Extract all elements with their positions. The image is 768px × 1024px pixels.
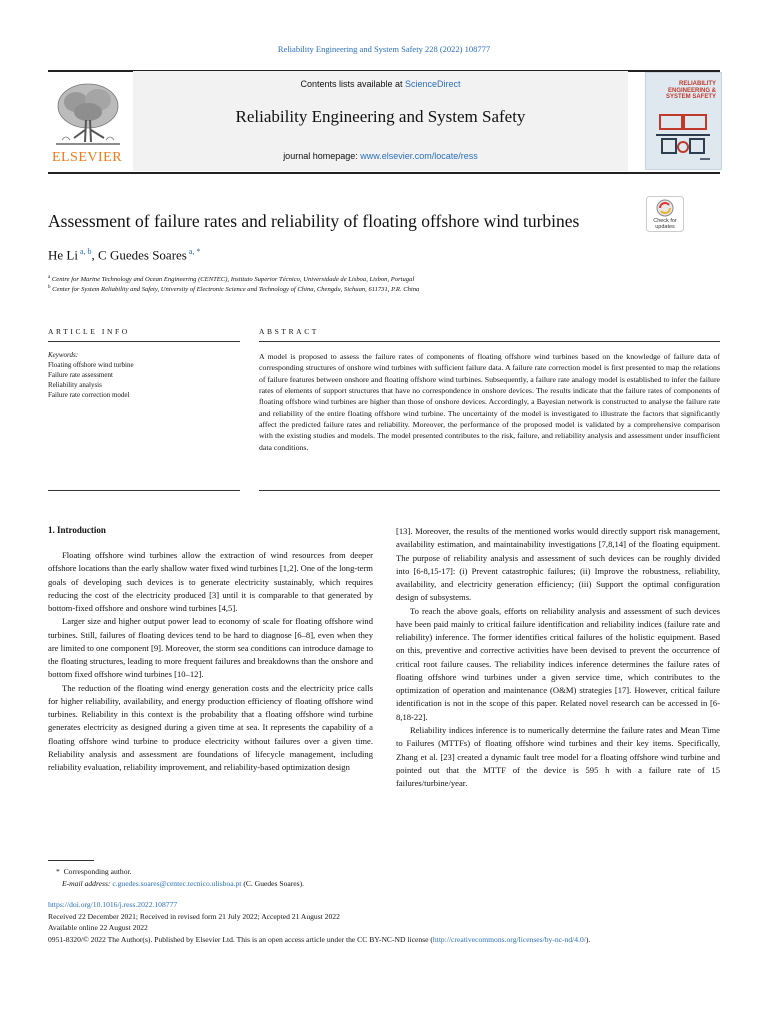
- article-info-label: ARTICLE INFO: [48, 327, 130, 336]
- footnote-rule: [48, 860, 94, 861]
- cover-title: RELIABILITY ENGINEERING & SYSTEM SAFETY: [665, 81, 716, 100]
- corresponding-author-note: * Corresponding author.: [56, 867, 132, 876]
- author-affiliation-marker[interactable]: a, b: [79, 247, 92, 256]
- sciencedirect-link[interactable]: ScienceDirect: [405, 79, 461, 89]
- abstract-rule: [259, 341, 720, 342]
- author-name[interactable]: He Li: [48, 247, 78, 263]
- available-online: Available online 22 August 2022: [48, 923, 148, 933]
- article-info-rule: [48, 341, 240, 342]
- keyword-item: Failure rate correction model: [48, 391, 130, 399]
- elsevier-wordmark: ELSEVIER: [51, 150, 123, 165]
- body-paragraph: Reliability indices inference is to numerically determine the failure rates and Mean Time to Failures (MTTFs) of floating offshore wind turbines and their key items. Specifically, Zhang et al. [23] created a dynamic fault tree model for a floating offshore wind turbine and pointed out that the MTTF of the device is 595 h with a failure rate of 15 failures/turbine/year.: [396, 724, 720, 789]
- abstract-text: A model is proposed to assess the failure rates of components of floating offshore wind turbines based on the knowledge of failure data of corresponding structures of onshore wind turbines with sufficient failure data. A failure rate correction model is first presented to map the relations of failure features between onshore and floating offshore wind turbines. Subsequently, a failure rate analogy model is established to infer the failure rates of elements of support structures that have no correspondence in onshore devices. The results indicate that the failure rates of components of floating offshore wind turbines are higher than those of onshore devices. Accordingly, a Bayesian network is constructed to analyse the failure rate and reliability of the entire floating offshore wind turbine. The uncertainty of the model is investigated to illustrate the factors that significantly affect the predicted failure rates and reliability. Moreover, the performance of the proposed model is validated by a comprehensive comparison with the existing studies and models. The model presented contributes to the risk, failure, and reliability analysis and assessment under insufficient data conditions.: [259, 352, 720, 452]
- affiliation-b: $^b$ Center for System Reliability and Safety, University of Electronic Science and Technology of China, Chengdu, Sichuan, 611731, P.R. China: [48, 285, 420, 294]
- body-paragraph: Floating offshore wind turbines allow the extraction of wind resources from deeper offshore locations than the early shallow water fixed wind turbines [1,2]. One of the long-term goals of developing such devices is to generate electricity sustainably, which requires reducing the cost of the electricity produced [3] until it is comparable to that generated by bottom-fixed offshore and onshore wind turbines [4,5].: [48, 550, 373, 614]
- abstract-bottom-rule: [259, 490, 720, 491]
- journal-title: Reliability Engineering and System Safety: [235, 107, 526, 126]
- doi-link[interactable]: https://doi.org/10.1016/j.ress.2022.108777: [48, 900, 178, 909]
- license-statement: 0951-8320/© 2022 The Author(s). Published by Elsevier Ltd. This is an open access article under the CC BY-NC-ND license (http://creativecommons.org/licenses/by-nc-nd/4.0/).: [48, 935, 591, 945]
- publication-info: [48, 899, 720, 946]
- author-name[interactable]: C Guedes Soares: [98, 247, 187, 263]
- body-paragraph: The reduction of the floating wind energy generation costs and the electricity price calls for higher reliability, availability, and energy production efficiency of floating offshore wind turbines. Reliability in this context is the probability that a floating offshore wind turbine generates electricity as designed during a given time at sea. It represents the capability of a floating offshore wind turbine to produce electricity without failures over a given time. Reliability analysis and assessment are foundations of lifecycle management, including reliability evaluation, reliability improvement, and reliability-based optimization design: [48, 682, 373, 773]
- section-heading-introduction: 1. Introduction: [48, 525, 106, 535]
- body-paragraph: [13]. Moreover, the results of the mentioned works would directly support risk management, availability estimation, and maintainability investigations [7,8,14] of the floating equipment. The purpose of reliability analysis and assessment of such devices can be roughly divided into [6-8,15-17]: (i) Prevent catastrophic failures; (ii) Improve the robustness, reliability, availability, and electricity generation efficiency; (iii) Support the optimal configuration design of subsystems.: [396, 526, 720, 603]
- keyword-item: Reliability analysis: [48, 381, 102, 389]
- elsevier-tree-logo: [52, 80, 124, 148]
- abstract-label: ABSTRACT: [259, 327, 319, 336]
- article-info-bottom-rule: [48, 490, 240, 491]
- body-column-left: [48, 549, 373, 775]
- footnote-block: [48, 866, 304, 890]
- body-column-right: [396, 525, 720, 790]
- received-dates: Received 22 December 2021; Received in revised form 21 July 2022; Accepted 21 August 2022: [48, 911, 340, 921]
- keyword-item: Floating offshore wind turbine: [48, 361, 134, 369]
- body-paragraph: Larger size and higher output power lead to economy of scale for floating offshore wind turbines. Still, failures of floating devices tend to be hard to diagnose [6–8], even when they are limited to one component [9]. Moreover, the storm sea conditions can introduce damage to the floating structures, leading to more frequent failures and breakdowns than the onshore and bottom fixed offshore wind turbines [10–12].: [48, 616, 373, 680]
- keyword-item: Failure rate assessment: [48, 371, 113, 379]
- journal-homepage-link[interactable]: www.elsevier.com/locate/ress: [360, 151, 478, 161]
- check-updates-label: Check for updates: [653, 218, 677, 230]
- contents-line: Contents lists available at ScienceDirect: [300, 79, 461, 89]
- email-line: E-mail address: c.guedes.soares@centec.tecnico.ulisboa.pt (C. Guedes Soares).: [62, 879, 305, 888]
- body-paragraph: To reach the above goals, efforts on reliability analysis and assessment of such devices have been paid mainly to critical failure identification and reliability indices (failure rate and reliability) inference. The former identifies critical failures of the holistic equipment. Based on this, preventive and corrective activities have been devised to prevent the occurrence of critical root failure causes. The reliability indices inference determines the failure rates of floating offshore wind turbines under a given service time, which contributes to the optimization of operation and maintenance (O&M) strategies [17]. However, critical failure identification is not in the scope of this paper. Related novel research can be accessed in [6-8,18-22].: [396, 605, 720, 722]
- author-list: He Li $^{a, b}$, C Guedes Soares $^{a, *}$: [48, 247, 201, 263]
- article-title: Assessment of failure rates and reliability of floating offshore wind turbines: [48, 211, 580, 231]
- license-link[interactable]: http://creativecommons.org/licenses/by-nc-nd/4.0/: [432, 935, 586, 945]
- author-affiliation-marker[interactable]: a, *: [188, 247, 201, 256]
- keywords-block: [48, 350, 134, 400]
- journal-cover-thumbnail[interactable]: [645, 72, 722, 170]
- journal-homepage-line: journal homepage: www.elsevier.com/locate/ress: [283, 151, 478, 161]
- check-for-updates-badge[interactable]: [646, 196, 684, 232]
- cover-graphic: [652, 109, 714, 163]
- header-bottom-rule: [48, 172, 720, 174]
- affiliation-a: $^a$ Centre for Marine Technology and Ocean Engineering (CENTEC), Instituto Superior Técnico, Universidade de Lisboa, Lisbon, Portugal: [48, 275, 415, 284]
- journal-reference-link[interactable]: Reliability Engineering and System Safety 228 (2022) 108777: [277, 44, 491, 54]
- keywords-label: Keywords:: [48, 351, 79, 359]
- email-link[interactable]: c.guedes.soares@centec.tecnico.ulisboa.pt: [112, 879, 242, 888]
